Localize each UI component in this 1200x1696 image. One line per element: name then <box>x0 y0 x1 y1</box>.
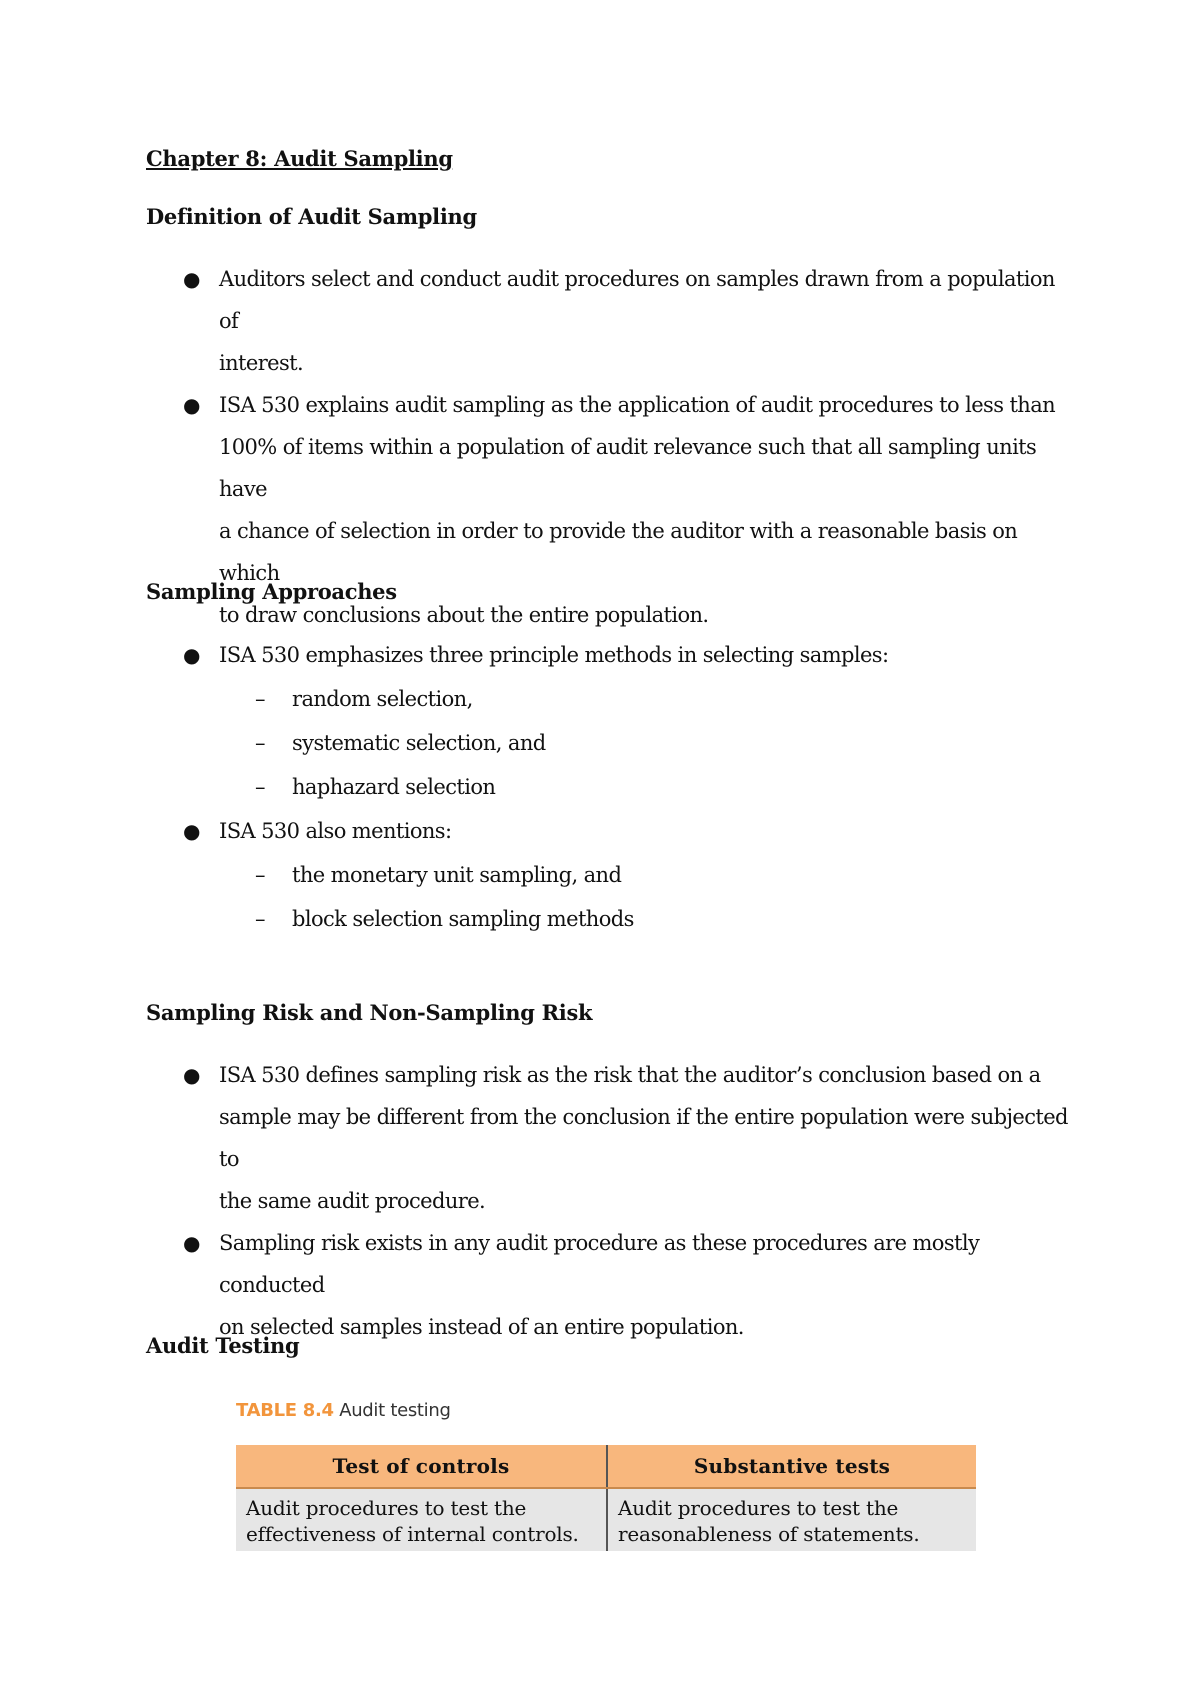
table-caption <box>236 1400 451 1421</box>
line: Sampling risk exists in any audit procedure as these procedures are mostly conducted <box>219 1231 980 1297</box>
list-item <box>0 258 1071 384</box>
line: the same audit procedure. <box>219 1189 486 1213</box>
table-cell <box>236 1488 607 1551</box>
sub-list-item <box>0 721 1071 765</box>
sub-list-item <box>0 765 1071 809</box>
audit-testing-table <box>236 1445 976 1551</box>
chapter-title: Chapter 8: Audit Sampling <box>146 146 453 171</box>
table-cell <box>607 1488 976 1551</box>
line: to draw conclusions about the entire population. <box>219 603 709 627</box>
line: ISA 530 defines sampling risk as the risk that the auditor’s conclusion based on a <box>219 1063 1041 1087</box>
cell-line: Audit procedures to test the <box>246 1496 527 1520</box>
list-item <box>0 809 1071 853</box>
sub-list-item <box>0 853 1071 897</box>
line: random selection, <box>292 687 473 711</box>
cell-line: effectiveness of internal controls. <box>246 1522 579 1546</box>
list-item <box>0 1054 1071 1222</box>
table-caption-title: Audit testing <box>339 1400 451 1421</box>
dash-icon: – <box>255 775 265 799</box>
definition-heading: Definition of Audit Sampling <box>146 204 477 229</box>
line: sample may be different from the conclusion if the entire population were subjected to <box>219 1105 1068 1171</box>
table-row <box>236 1488 976 1551</box>
dash-icon: – <box>255 863 265 887</box>
list-item <box>0 633 1071 677</box>
line: on selected samples instead of an entire population. <box>219 1315 744 1339</box>
line: 100% of items within a population of audit relevance such that all sampling units have <box>219 435 1037 501</box>
line: the monetary unit sampling, and <box>292 863 622 887</box>
line: systematic selection, and <box>292 731 546 755</box>
line: Auditors select and conduct audit procedures on samples drawn from a population of <box>219 267 1055 333</box>
line: a chance of selection in order to provide the auditor with a reasonable basis on which <box>219 519 1018 585</box>
line: ISA 530 emphasizes three principle methods in selecting samples: <box>219 643 889 667</box>
testing-heading: Audit Testing <box>146 1333 300 1358</box>
bullet-icon: ● <box>183 1231 200 1255</box>
bullet-icon: ● <box>183 1063 200 1087</box>
sub-list-item <box>0 677 1071 721</box>
approaches-list <box>0 633 1071 941</box>
risk-list <box>0 1054 1071 1348</box>
line: ISA 530 also mentions: <box>219 819 452 843</box>
sub-list-item <box>0 897 1071 941</box>
line: interest. <box>219 351 304 375</box>
cell-line: Audit procedures to test the <box>618 1496 899 1520</box>
column-header: Substantive tests <box>607 1445 976 1488</box>
bullet-icon: ● <box>183 267 200 291</box>
table-caption-number: TABLE 8.4 <box>236 1400 334 1421</box>
bullet-icon: ● <box>183 393 200 417</box>
table-header-row <box>236 1445 976 1488</box>
dash-icon: – <box>255 907 265 931</box>
risk-heading: Sampling Risk and Non-Sampling Risk <box>146 1000 593 1025</box>
dash-icon: – <box>255 731 265 755</box>
dash-icon: – <box>255 687 265 711</box>
list-item <box>0 1222 1071 1348</box>
column-header: Test of controls <box>236 1445 607 1488</box>
bullet-icon: ● <box>183 643 200 667</box>
bullet-icon: ● <box>183 819 200 843</box>
line: block selection sampling methods <box>292 907 634 931</box>
line: ISA 530 explains audit sampling as the application of audit procedures to less than <box>219 393 1056 417</box>
approaches-heading: Sampling Approaches <box>146 579 397 604</box>
line: haphazard selection <box>292 775 496 799</box>
cell-line: reasonableness of statements. <box>618 1522 920 1546</box>
